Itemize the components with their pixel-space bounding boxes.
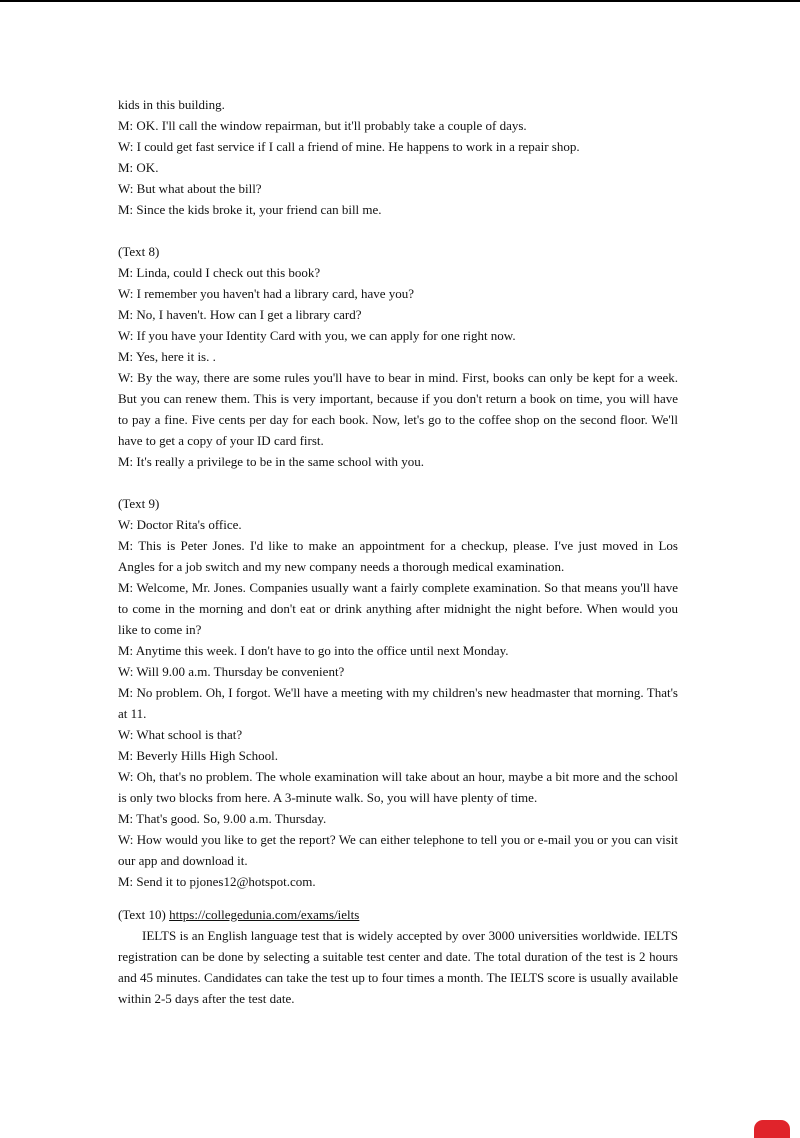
- dialogue-line: W: What school is that?: [118, 727, 243, 742]
- dialogue-line: W: But what about the bill?: [118, 181, 262, 196]
- dialogue-line: M: Since the kids broke it, your friend can bill me.: [118, 202, 382, 217]
- dialogue-line: W: Will 9.00 a.m. Thursday be convenient?: [118, 664, 345, 679]
- dialogue-line: W: Oh, that's no problem. The whole examination will take about an hour, maybe a bit more and the school is only two blocks from here. A 3-minute walk. So, you will have plenty of time.: [118, 769, 678, 805]
- page-top-border: [0, 0, 800, 2]
- dialogue-line: M: This is Peter Jones. I'd like to make an appointment for a checkup, please. I've just moved in Los Angles for a job switch and my new company needs a thorough medical examination.: [118, 538, 678, 574]
- dialogue-line: W: Doctor Rita's office.: [118, 517, 242, 532]
- dialogue-line: W: How would you like to get the report? We can either telephone to tell you or e-mail you or you can visit our app and download it.: [118, 832, 678, 868]
- dialogue-line: M: Linda, could I check out this book?: [118, 265, 321, 280]
- dialogue-line: M: That's good. So, 9.00 a.m. Thursday.: [118, 811, 327, 826]
- corner-tab-mark: [754, 1120, 790, 1138]
- section-heading: (Text 8): [118, 244, 160, 259]
- dialogue-line: W: By the way, there are some rules you'll have to bear in mind. First, books can only be kept for a week. But you can renew them. This is very important, because if you don't return a book on time, you will have to pay a fine. Five cents per day for each book. Now, let's go to the coffee shop on the second floor. We'll have to get a copy of your ID card first.: [118, 370, 678, 448]
- text9-section: [118, 493, 678, 892]
- dialogue-line: M: It's really a privilege to be in the same school with you.: [118, 454, 424, 469]
- dialogue-line: M: Send it to pjones12@hotspot.com.: [118, 874, 316, 889]
- dialogue-line: M: No problem. Oh, I forgot. We'll have a meeting with my children's new headmaster that morning. That's at 11.: [118, 685, 678, 721]
- dialogue-line: kids in this building.: [118, 97, 225, 112]
- document-body: [118, 94, 678, 1009]
- dialogue-line: M: OK. I'll call the window repairman, but it'll probably take a couple of days.: [118, 118, 527, 133]
- section-heading: (Text 9): [118, 496, 160, 511]
- dialogue-line: M: Beverly Hills High School.: [118, 748, 278, 763]
- dialogue-line: M: Welcome, Mr. Jones. Companies usually want a fairly complete examination. So that means you'll have to come in the morning and don't eat or drink anything after midnight the night before. When would you like to come in?: [118, 580, 678, 637]
- section-gap: [118, 892, 678, 904]
- dialogue-line: M: Anytime this week. I don't have to go into the office until next Monday.: [118, 643, 509, 658]
- dialogue-line: W: I remember you haven't had a library card, have you?: [118, 286, 415, 301]
- section-heading-row: [118, 904, 678, 925]
- dialogue-line: W: If you have your Identity Card with you, we can apply for one right now.: [118, 328, 516, 343]
- text7-continuation: [118, 94, 678, 220]
- section-gap: [118, 220, 678, 241]
- dialogue-line: W: I could get fast service if I call a friend of mine. He happens to work in a repair shop.: [118, 139, 580, 154]
- dialogue-line: M: No, I haven't. How can I get a library card?: [118, 307, 362, 322]
- text10-section: [118, 904, 678, 1009]
- dialogue-line: M: Yes, here it is. .: [118, 349, 216, 364]
- section-gap: [118, 472, 678, 493]
- text8-section: [118, 241, 678, 472]
- dialogue-line: M: OK.: [118, 160, 159, 175]
- source-link[interactable]: https://collegedunia.com/exams/ielts: [169, 907, 360, 922]
- section-heading: (Text 10): [118, 907, 166, 922]
- passage-paragraph: IELTS is an English language test that is widely accepted by over 3000 universities worldwide. IELTS registration can be done by selecting a suitable test center and date. The total duration of the test is 2 hours and 45 minutes. Candidates can take the test up to four times a month. The IELTS score is usually available within 2-5 days after the test date.: [118, 928, 678, 1006]
